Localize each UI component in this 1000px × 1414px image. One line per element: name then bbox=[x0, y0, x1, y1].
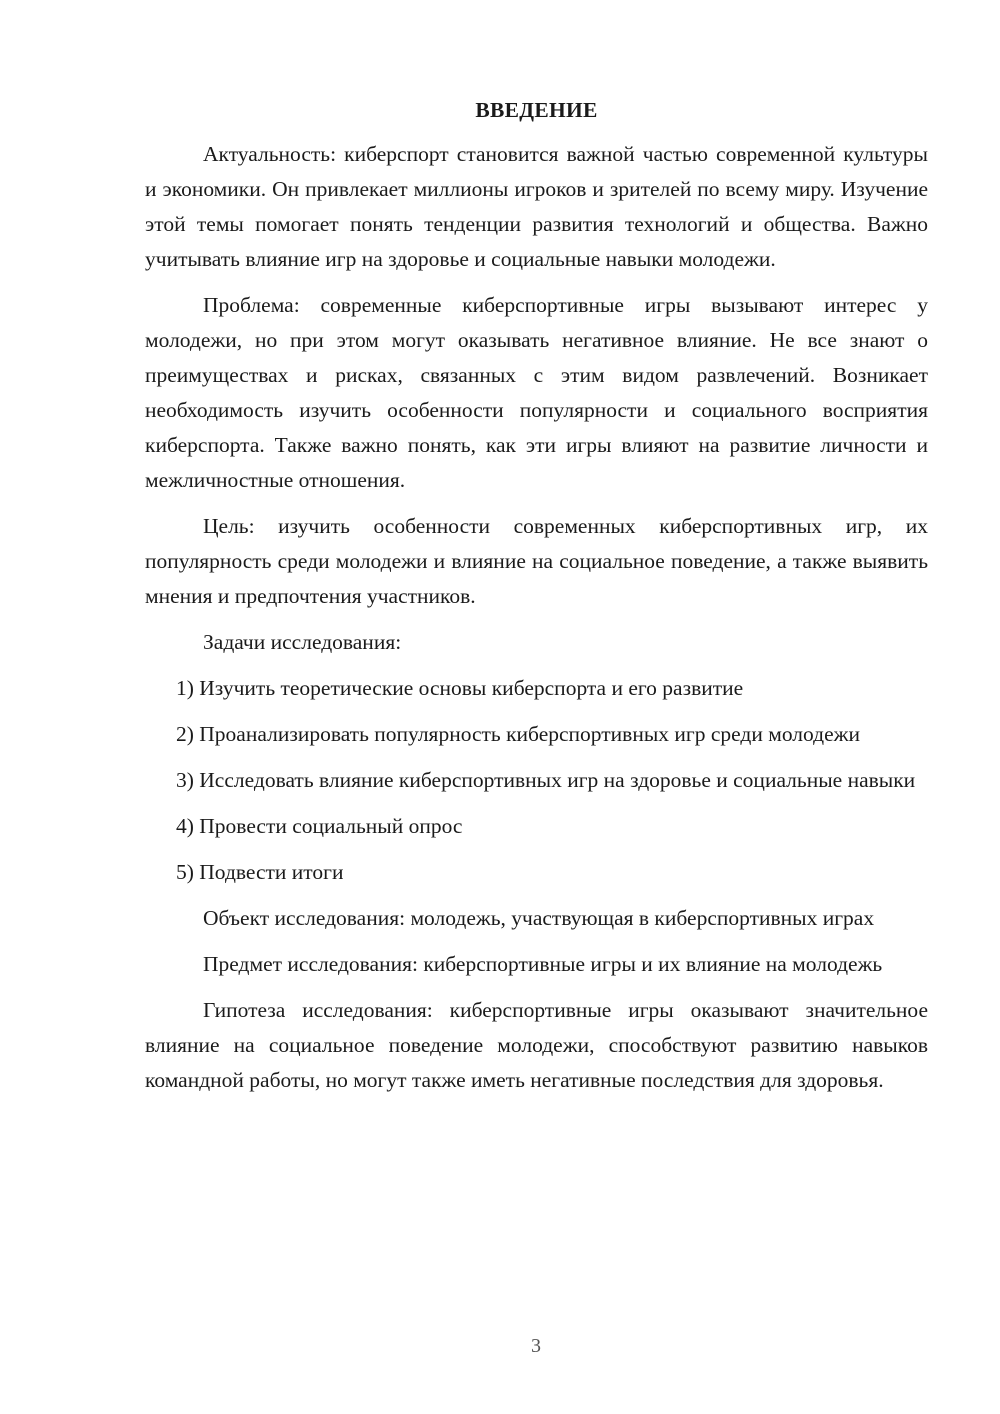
task-item-4: 4) Провести социальный опрос bbox=[176, 814, 463, 838]
section-heading: ВВЕДЕНИЕ bbox=[475, 98, 598, 122]
subject-paragraph: Предмет исследования: киберспортивные игры и их влияние на молодежь bbox=[203, 952, 883, 976]
hypothesis-paragraph: Гипотеза исследования: киберспортивные игры оказывают значительное влияние на социальное поведение молодежи, способствуют развитию навыков командной работы, но могут также иметь негативные последствия для здоровья. bbox=[145, 998, 928, 1092]
document-page bbox=[145, 95, 928, 1109]
task-item-1: 1) Изучить теоретические основы киберспорта и его развитие bbox=[176, 676, 744, 700]
object-paragraph: Объект исследования: молодежь, участвующая в киберспортивных играх bbox=[203, 906, 875, 930]
task-item-2: 2) Проанализировать популярность киберспортивных игр среди молодежи bbox=[176, 722, 860, 746]
relevance-paragraph: Актуальность: киберспорт становится важной частью современной культуры и экономики. Он привлекает миллионы игроков и зрителей по всему миру. Изучение этой темы помогает понять тенденции развития технологий и общества. Важно учитывать влияние игр на здоровье и социальные навыки молодежи. bbox=[145, 142, 928, 271]
task-item-5: 5) Подвести итоги bbox=[176, 860, 344, 884]
goal-paragraph: Цель: изучить особенности современных киберспортивных игр, их популярность среди молодежи и влияние на социальное поведение, а также выявить мнения и предпочтения участников. bbox=[145, 514, 928, 608]
problem-paragraph: Проблема: современные киберспортивные игры вызывают интерес у молодежи, но при этом могут оказывать негативное влияние. Не все знают о преимуществах и рисках, связанных с этим видом развлечений. Возникает необходимость изучить особенности популярности и социального восприятия киберспорта. Также важно понять, как эти игры влияют на развитие личности и межличностные отношения. bbox=[145, 293, 928, 492]
tasks-heading: Задачи исследования: bbox=[203, 630, 402, 654]
page-number: 3 bbox=[531, 1335, 541, 1357]
task-item-3: 3) Исследовать влияние киберспортивных игр на здоровье и социальные навыки bbox=[176, 768, 916, 792]
